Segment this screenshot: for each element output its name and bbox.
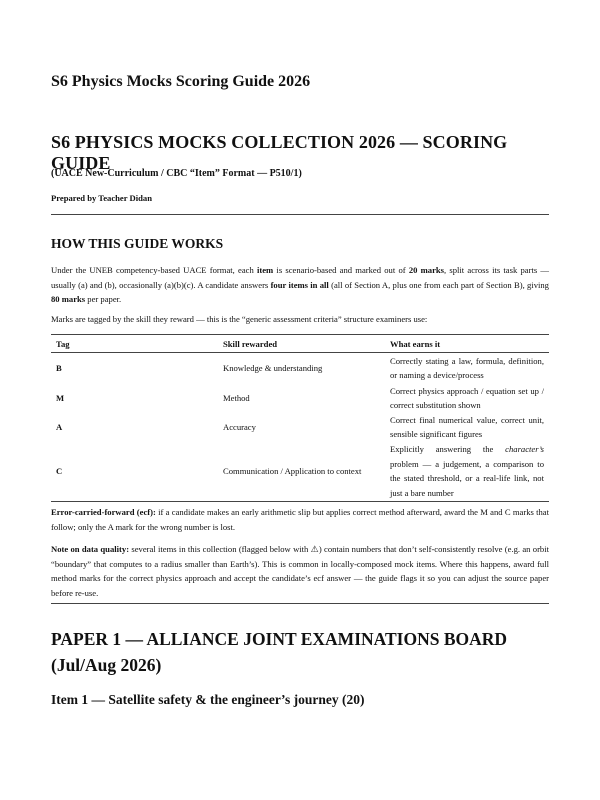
skill-cell: Accuracy [223,421,256,432]
document-title: S6 Physics Mocks Scoring Guide 2026 [51,73,311,90]
item-1-heading: Item 1 — Satellite safety & the engineer’s journey (20) [51,692,365,707]
tag-cell: M [56,392,65,403]
column-header: Skill rewarded [218,335,385,353]
assessment-criteria-table [51,334,549,502]
table-row [51,413,549,442]
column-header: Tag [51,335,218,353]
intro-paragraph: Under the UNEB competency-based UACE format, each item is scenario-based and marked out of 20 marks, split across its task parts — usually (a) and (b), occasionally (a)(b)(c). A candidate answers four items in all (all of Section A, plus one from each part of Section B), giving 80 marks per paper. [51,265,549,304]
paper-1-heading: PAPER 1 — ALLIANCE JOINT EXAMINATIONS BOARD (Jul/Aug 2026) [51,629,508,675]
earn-cell: Correct physics approach / equation set up / correct substitution shown [390,385,544,410]
prepared-by: Prepared by Teacher Didan [51,193,152,203]
data-quality-note: Note on data quality: several items in this collection (flagged below with ⚠) contain numbers that don’t self-consistently resolve (e.g. an orbit “boundary” that computes to a radius smaller than Earth’s). This is common in locally-composed mock items. Where this happens, award full method marks for the correct physics approach and accept the candidate’s ecf answer — the guide flags it so you can adjust the source paper before re-use. [51,544,550,598]
table-header-row [51,335,549,353]
skill-cell: Knowledge & understanding [223,363,323,373]
ecf-paragraph: Error-carried-forward (ecf): if a candidate makes an early arithmetic slip but applies correct method afterward, award the M and C marks that follow; only the A mark for the wrong number is lost. [51,507,549,532]
format-subtitle: (UACE New-Curriculum / CBC “Item” Format — P510/1) [51,168,302,179]
earn-cell: Correctly stating a law, formula, definition, or naming a device/process [390,355,544,381]
skill-cell: Method [223,392,250,403]
warning-icon: ⚠ [310,544,319,554]
table-row [51,384,549,413]
table-row [51,442,549,502]
divider [51,214,549,215]
skill-cell: Communication / Application to context [218,442,385,502]
divider [51,603,549,604]
earn-cell: Correct final numerical value, correct unit, sensible significant figures [390,414,544,439]
tag-cell: A [56,421,63,432]
column-header: What earns it [385,335,549,353]
tag-intro-paragraph: Marks are tagged by the skill they reward — this is the “generic assessment criteria” structure examiners use: [51,314,428,324]
tag-cell: B [56,363,62,373]
earn-cell: Explicitly answering the character’s problem — a judgement, a comparison to the stated threshold, or a real-life link, not just a bare number [385,442,549,502]
table-row [51,353,549,384]
tag-cell: C [51,442,218,502]
scoring-guide-title: S6 PHYSICS MOCKS COLLECTION 2026 — SCORING GUIDE [51,132,508,173]
how-it-works-heading: HOW THIS GUIDE WORKS [51,236,224,251]
